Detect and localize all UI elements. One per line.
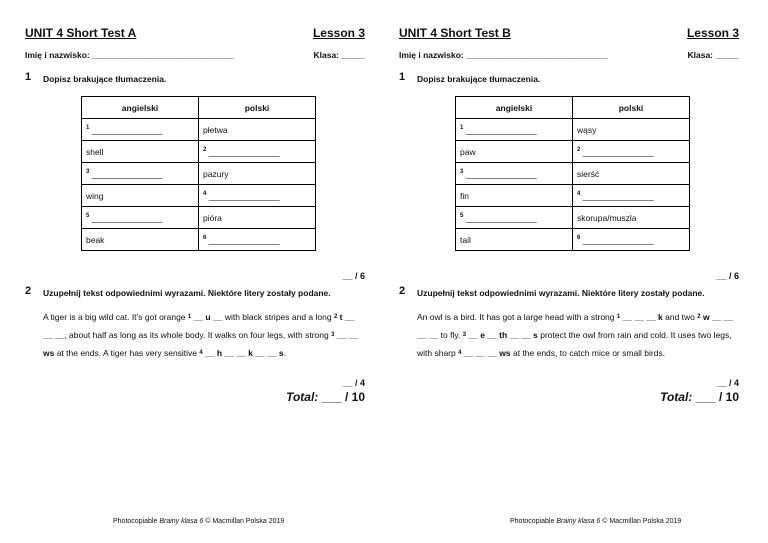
gap-field[interactable]: __ __ __ ws bbox=[461, 348, 511, 358]
exercise-2-instruction: Uzupełnij tekst odpowiednimi wyrazami. Niektóre litery zostały podane. bbox=[43, 288, 331, 298]
footer-text: Photocopiable bbox=[510, 518, 557, 525]
header-angielski: angielski bbox=[82, 97, 199, 119]
cell-text: tail bbox=[460, 234, 471, 245]
passage-text: . bbox=[283, 348, 286, 358]
cell-text: wing bbox=[86, 190, 104, 201]
total-value: ___ / 10 bbox=[321, 390, 365, 404]
table-row bbox=[82, 163, 316, 185]
footer-text: © Macmillan Polska 2019 bbox=[600, 518, 682, 525]
table-row bbox=[456, 163, 690, 185]
passage-text: protect the owl from rain and cold. It uses two legs, with sharp bbox=[417, 330, 732, 358]
cell-text: beak bbox=[86, 234, 105, 245]
header-angielski: angielski bbox=[456, 97, 573, 119]
exercise-1-score: __ / 6 bbox=[716, 271, 739, 281]
cell-text: wąsy bbox=[577, 124, 597, 135]
cell-text: płetwa bbox=[203, 124, 228, 135]
class-field[interactable]: Klasa: _____ bbox=[687, 50, 739, 60]
test-title: UNIT 4 Short Test B bbox=[399, 26, 511, 40]
cell-text: _______________ bbox=[91, 124, 163, 135]
header-polski: polski bbox=[573, 97, 690, 119]
table-row bbox=[82, 207, 316, 229]
test-b bbox=[399, 0, 759, 543]
table-row bbox=[82, 185, 316, 207]
exercise-2-instruction: Uzupełnij tekst odpowiednimi wyrazami. Niektóre litery zostały podane. bbox=[417, 288, 705, 298]
exercise-2-score: __ / 4 bbox=[342, 378, 365, 388]
cell-text: pazury bbox=[203, 168, 229, 179]
answer-cell[interactable] bbox=[199, 141, 316, 163]
cell-text: _______________ bbox=[91, 168, 163, 179]
item-number: 2 bbox=[203, 146, 207, 153]
gap-field[interactable]: __ h __ __ k __ __ s bbox=[202, 348, 284, 358]
table-cell bbox=[456, 185, 573, 207]
table-row bbox=[456, 207, 690, 229]
gap-field[interactable]: __ __ __ k bbox=[620, 312, 663, 322]
cell-text: _______________ bbox=[465, 168, 537, 179]
cell-text: paw bbox=[460, 146, 476, 157]
gap-number: 2 bbox=[333, 314, 338, 320]
gap-number: 1 bbox=[187, 314, 192, 320]
footer-book: Brainy klasa 6 bbox=[159, 518, 204, 525]
table-row bbox=[456, 119, 690, 141]
answer-cell[interactable] bbox=[82, 207, 199, 229]
exercise-2-number: 2 bbox=[399, 285, 406, 297]
answer-cell[interactable] bbox=[573, 229, 690, 251]
answer-cell[interactable] bbox=[456, 207, 573, 229]
lesson-label: Lesson 3 bbox=[686, 26, 739, 40]
cell-text: _______________ bbox=[582, 146, 654, 157]
exercise-1-number: 1 bbox=[25, 71, 32, 83]
passage-text: at the ends, to catch mice or small birds. bbox=[510, 348, 666, 358]
cell-text: _______________ bbox=[465, 124, 537, 135]
table-cell bbox=[573, 207, 690, 229]
gap-field[interactable]: __ u __ bbox=[191, 312, 225, 322]
cell-text: _______________ bbox=[465, 212, 537, 223]
gap-field[interactable]: w __ __ __ __ bbox=[417, 312, 734, 340]
answer-cell[interactable] bbox=[573, 141, 690, 163]
total-score bbox=[660, 390, 739, 404]
answer-cell[interactable] bbox=[199, 229, 316, 251]
table-row bbox=[456, 229, 690, 251]
gap-number: 4 bbox=[458, 350, 462, 356]
item-number: 3 bbox=[86, 168, 90, 175]
exercise-2-score: __ / 4 bbox=[716, 378, 739, 388]
item-number: 3 bbox=[460, 168, 464, 175]
answer-cell[interactable] bbox=[456, 119, 573, 141]
exercise-1-number: 1 bbox=[399, 71, 406, 83]
item-number: 6 bbox=[577, 234, 581, 241]
exercise-1-instruction: Dopisz brakujące tłumaczenia. bbox=[43, 74, 167, 84]
cell-text: _______________ bbox=[208, 234, 280, 245]
footer-book: Brainy klasa 6 bbox=[556, 518, 601, 525]
passage-text: , about half as long as its whole body. It walks on four legs, with strong bbox=[64, 330, 332, 340]
total-score bbox=[286, 390, 365, 404]
footer-text: © Macmillan Polska 2019 bbox=[203, 518, 285, 525]
item-number: 1 bbox=[460, 124, 464, 131]
table-row bbox=[82, 229, 316, 251]
table-cell bbox=[573, 119, 690, 141]
cell-text: sierść bbox=[577, 168, 600, 179]
cell-text: _______________ bbox=[582, 190, 654, 201]
table-row bbox=[456, 185, 690, 207]
exercise-1-instruction: Dopisz brakujące tłumaczenia. bbox=[417, 74, 541, 84]
total-value: ___ / 10 bbox=[695, 390, 739, 404]
item-number: 1 bbox=[86, 124, 90, 131]
item-number: 6 bbox=[203, 234, 207, 241]
table-cell bbox=[456, 141, 573, 163]
table-cell bbox=[573, 163, 690, 185]
gap-field[interactable]: __ __ ws bbox=[43, 330, 359, 358]
cell-text: _______________ bbox=[208, 146, 280, 157]
passage-text: An owl is a bird. It has got a large head with a strong bbox=[417, 312, 617, 322]
table-row bbox=[82, 141, 316, 163]
footer-text: Photocopiable bbox=[113, 518, 160, 525]
test-a bbox=[25, 0, 385, 543]
passage-text: at the ends. A tiger has very sensitive bbox=[54, 348, 200, 358]
name-field[interactable]: Imię i nazwisko: ______________________________ bbox=[399, 50, 608, 60]
gap-field[interactable]: __ e __ th __ __ s bbox=[466, 330, 538, 340]
gap-number: 3 bbox=[462, 332, 467, 338]
vocab-table bbox=[81, 96, 316, 251]
name-field[interactable]: Imię i nazwisko: ______________________________ bbox=[25, 50, 234, 60]
passage-text: with black stripes and a long bbox=[224, 312, 334, 322]
answer-cell[interactable] bbox=[456, 163, 573, 185]
vocab-table bbox=[455, 96, 690, 251]
gap-number: 4 bbox=[199, 350, 203, 356]
item-number: 4 bbox=[577, 190, 581, 197]
table-cell bbox=[82, 229, 199, 251]
total-label: Total: bbox=[286, 390, 319, 404]
table-cell bbox=[82, 141, 199, 163]
cell-text: _______________ bbox=[91, 212, 163, 223]
passage-text: and two bbox=[662, 312, 698, 322]
cell-text: shell bbox=[86, 146, 104, 157]
cell-text: _______________ bbox=[208, 190, 280, 201]
table-cell bbox=[199, 163, 316, 185]
item-number: 5 bbox=[460, 212, 464, 219]
gap-fill-passage bbox=[43, 308, 365, 362]
table-cell bbox=[82, 185, 199, 207]
cell-text: pióra bbox=[203, 212, 222, 223]
footer bbox=[510, 518, 681, 525]
answer-cell[interactable] bbox=[82, 119, 199, 141]
gap-number: 1 bbox=[616, 314, 621, 320]
table-row bbox=[456, 141, 690, 163]
footer bbox=[113, 518, 284, 525]
table-row bbox=[82, 119, 316, 141]
lesson-label: Lesson 3 bbox=[312, 26, 365, 40]
answer-cell[interactable] bbox=[82, 163, 199, 185]
cell-text: fin bbox=[460, 190, 469, 201]
table-cell bbox=[456, 229, 573, 251]
exercise-2-number: 2 bbox=[25, 285, 32, 297]
gap-field[interactable]: t __ __ __ bbox=[43, 312, 355, 340]
test-title: UNIT 4 Short Test A bbox=[25, 26, 137, 40]
answer-cell[interactable] bbox=[573, 185, 690, 207]
gap-number: 2 bbox=[697, 314, 701, 320]
class-field[interactable]: Klasa: _____ bbox=[313, 50, 365, 60]
answer-cell[interactable] bbox=[199, 185, 316, 207]
item-number: 4 bbox=[203, 190, 207, 197]
cell-text: _______________ bbox=[582, 234, 654, 245]
total-label: Total: bbox=[660, 390, 693, 404]
gap-fill-passage bbox=[417, 308, 739, 362]
item-number: 5 bbox=[86, 212, 90, 219]
header-polski: polski bbox=[199, 97, 316, 119]
gap-number: 3 bbox=[331, 332, 335, 338]
passage-text: A tiger is a big wild cat. It’s got orange bbox=[43, 312, 188, 322]
exercise-1-score: __ / 6 bbox=[342, 271, 365, 281]
passage-text: to fly. bbox=[438, 330, 463, 340]
table-cell bbox=[199, 207, 316, 229]
cell-text: skorupa/muszla bbox=[577, 212, 637, 223]
item-number: 2 bbox=[577, 146, 581, 153]
table-cell bbox=[199, 119, 316, 141]
